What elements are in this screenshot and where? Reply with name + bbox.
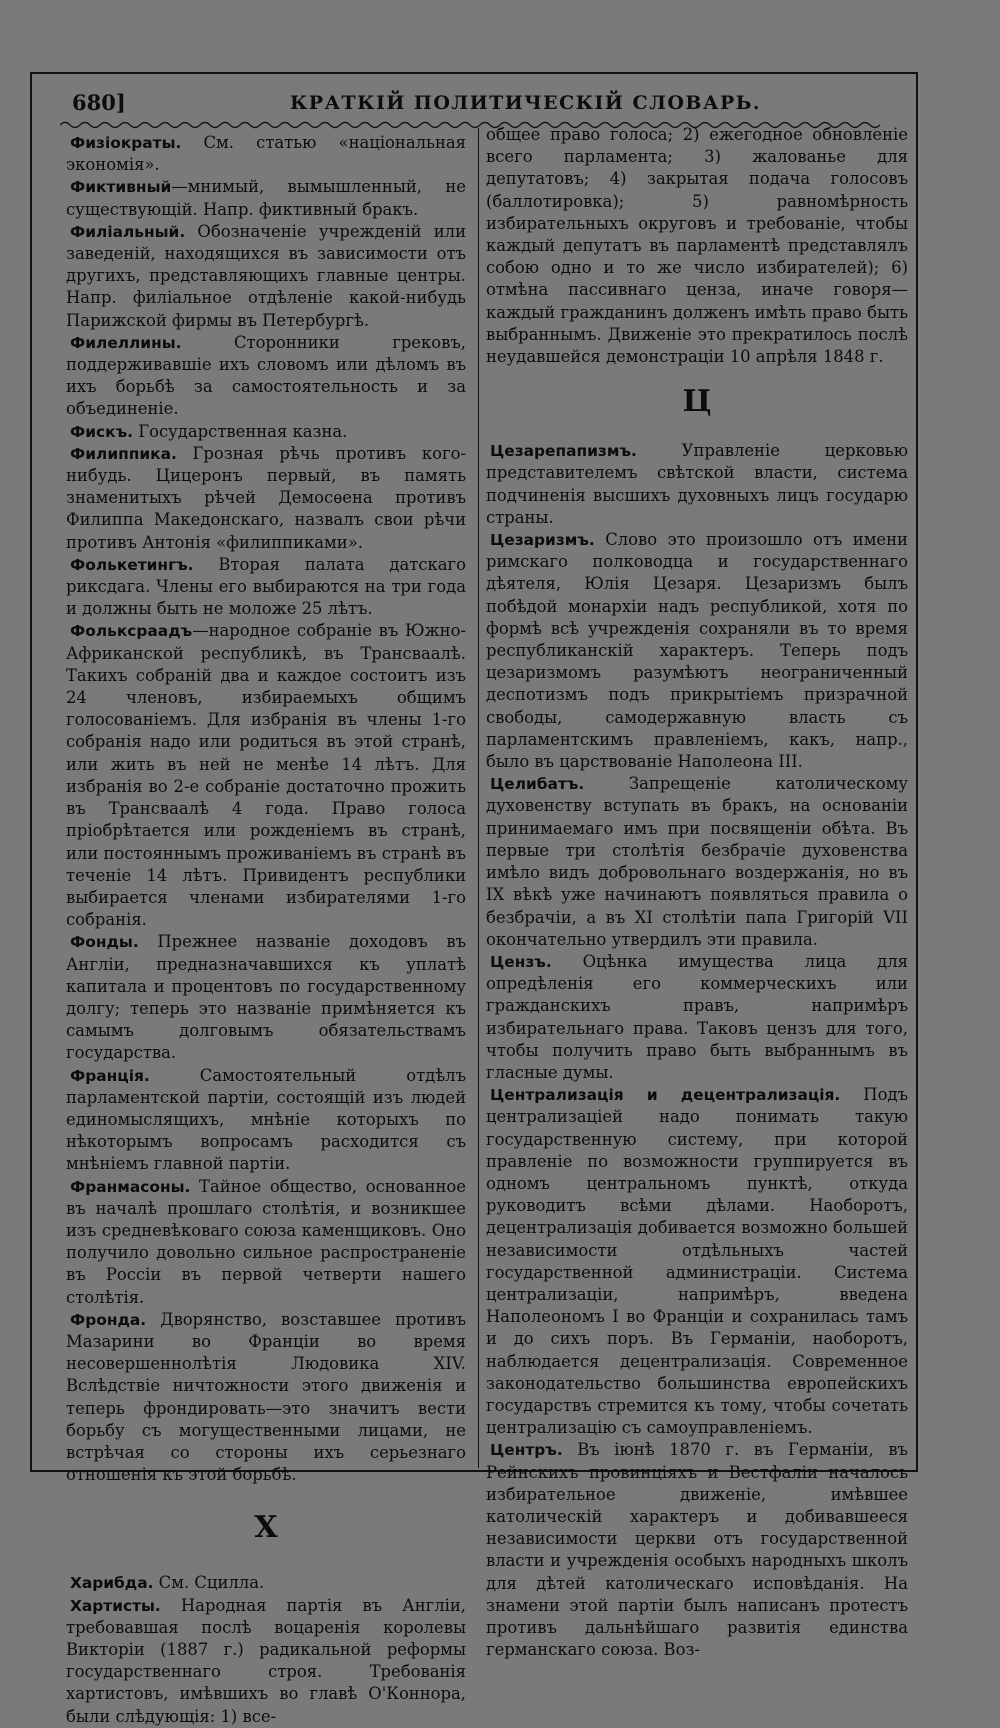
entry-definition: Вторая палата датскаго риксдага. Члены его выбираются на три года и должны быть не моложе 25 лѣтъ. <box>66 554 466 619</box>
entry-term: Фиктивный <box>70 178 172 197</box>
entry-term: Центръ. <box>490 1441 563 1460</box>
entry-definition: —народное собраніе въ Южно-Африканской республикѣ, въ Трансваалѣ. Такихъ собраній два и каждое состоитъ изъ 24 членовъ, избираемыхъ общимъ голосованіемъ. Для избранія въ члены 1-го собранія надо или родиться въ этой странѣ, или жить въ ней не менѣе 14 лѣтъ. Для избранія во 2-е собраніе достаточно прожить въ Трансваалѣ 4 года. Право голоса пріобрѣтается или рожденіемъ въ странѣ, или постояннымъ проживаніемъ въ странѣ въ теченіе 14 лѣтъ. Привидентъ республики выбирается членами избирателями 1-го собранія. <box>66 621 466 930</box>
entry-definition: Государственная казна. <box>133 421 348 441</box>
dictionary-entry <box>66 221 466 332</box>
dictionary-entry <box>66 132 466 176</box>
entry-term: Фискъ. <box>70 422 134 441</box>
entry-term: Целибатъ. <box>490 775 585 794</box>
entry-definition: Грозная рѣчь противъ кого-нибудь. Цицеронъ первый, въ память знаменитыхъ рѣчей Демосѳена противъ Филиппа Македонскаго, назвалъ свои рѣчи противъ Антонія «филиппиками». <box>66 443 466 552</box>
entry-term: Филіальный. <box>70 222 186 241</box>
entry-definition: Дворянство, возставшее противъ Мазарини во Франціи во время несовершеннолѣтія Людовика XIV. Вслѣдствіе ничтожности этого движенія и теперь фрондировать—это значитъ вести борьбу съ могущественными лицами, не встрѣчая со стороны ихъ серьезнаго отношенія къ этой борьбѣ. <box>66 1309 466 1485</box>
entry-term: Франмасоны. <box>70 1177 191 1196</box>
entry-definition: Подъ централизаціей надо понимать такую государственную систему, при которой правленіе по возможности группируется въ одномъ центральномъ пунктѣ, откуда руководитъ всѣми дѣлами. Наоборотъ, децентрализація добивается возможно большей независимости отдѣльныхъ частей государственной администраціи. Система централизаціи, напримѣръ, введена Наполеономъ I во Франціи и сохранилась тамъ и до сихъ поръ. Въ Германіи, наоборотъ, наблюдается децентрализація. Современное законодательство большинства европейскихъ государствъ стремится къ тому, чтобы сочетать централизацію съ самоуправленіемъ. <box>486 1085 908 1438</box>
dictionary-entry <box>66 1176 466 1309</box>
entry-definition: Слово это произошло отъ имени римскаго полководца и государственнаго дѣятеля, Юлія Цезаря. Цезаризмъ былъ побѣдой монархіи надъ республикой, хотя по формѣ всѣ учрежденія сохраняли въ то время республиканскій характеръ. Теперь подъ цезаризмомъ разумѣютъ неограниченный деспотизмъ подъ прикрытіемъ призрачной свободы, самодержавную власть съ парламентскимъ правленіемъ, какъ, напр., было въ царствованіе Наполеона III. <box>486 530 908 772</box>
entry-definition: Оцѣнка имущества лица для опредѣленія его коммерческихъ или гражданскихъ правъ, напримѣръ избирательнаго права. Таковъ цензъ для того, чтобы получить право быть выбраннымъ въ гласные думы. <box>486 951 908 1082</box>
entry-definition: Тайное общество, основанное въ началѣ прошлаго столѣтія, и возникшее изъ средневѣковаго союза каменщиковъ. Оно получило довольно сильное распространеніе въ Россіи въ первой четверти нашего столѣтія. <box>66 1176 466 1307</box>
entry-term: Филиппика. <box>70 444 177 463</box>
entry-term: Фолькетингъ. <box>70 555 194 574</box>
entry-term: Хартисты. <box>70 1596 161 1615</box>
dictionary-entry <box>486 1439 908 1661</box>
entry-term: Физіократы. <box>70 134 182 152</box>
dictionary-entry <box>66 421 466 443</box>
entry-definition: Самостоятельный отдѣлъ парламентской партіи, состоящій изъ людей единомыслящихъ, мнѣніе которыхъ по нѣкоторымъ вопросамъ расходится съ мнѣніемъ главной партіи. <box>66 1065 466 1174</box>
entry-definition: Управленіе церковью представителемъ свѣтской власти, система подчиненія высшихъ духовныхъ лицъ государю страны. <box>486 441 908 527</box>
left-column <box>66 132 466 1728</box>
section-letter-tse: Ц <box>682 384 712 420</box>
dictionary-entry <box>66 1309 466 1487</box>
dictionary-entry <box>66 620 466 931</box>
entry-term: Фольксраадъ <box>70 622 193 641</box>
dictionary-entry <box>486 1084 908 1439</box>
continued-text: общее право голоса; 2) ежегодное обновленіе всего парламента; 3) жалованье для депутатовъ; 4) закрытая подача голосовъ (баллотировка); 5) равномѣрность избирательныхъ округовъ и требованіе, чтобы каждый депутатъ въ парламентѣ представлялъ собою одно и то же число избирателей); 6) отмѣна пассивнаго ценза, иначе говоря—каждый гражданинъ долженъ имѣть право быть выбраннымъ. Движеніе это прекратилось послѣ неудавшейся демонстраціи 10 апрѣля 1848 г. <box>486 125 908 367</box>
dictionary-entry <box>66 443 466 554</box>
entry-definition: Обозначеніе учрежденій или заведеній, находящихся въ зависимости отъ другихъ, представляющихъ главные центры. Напр. филіальное отдѣленіе какой-нибудь Парижской фирмы въ Петербургѣ. <box>66 221 466 330</box>
dictionary-entry <box>66 1595 466 1728</box>
entry-definition: Запрещеніе католическому духовенству вступать въ бракъ, на основаніи принимаемаго имъ при посвященіи обѣта. Въ первые три столѣтія безбрачіе духовенства имѣло видъ добровольнаго воздержанія, но въ IX вѣкѣ уже начинаютъ появляться правила о безбрачіи, а въ XI столѣтіи папа Григорій VII окончательно утвердилъ эти правила. <box>486 774 908 949</box>
dictionary-entry <box>486 440 908 529</box>
entry-definition: См. Сцилла. <box>153 1573 265 1593</box>
entry-definition: Народная партія въ Англіи, требовавшая послѣ воцаренія королевы Викторіи (1887 г.) радикальной реформы государственнаго строя. Требованія хартистовъ, имѣвшихъ во главѣ О'Коннора, были слѣдующія: 1) все- <box>66 1595 466 1726</box>
dictionary-entry <box>66 931 466 1064</box>
dictionary-entry <box>66 332 466 421</box>
right-column <box>486 124 908 1661</box>
entry-term: Харибда. <box>70 1574 154 1593</box>
section-letter-kha: Х <box>254 1510 278 1546</box>
column-divider <box>478 128 479 1468</box>
entry-term: Централизація и децентрализація. <box>490 1086 841 1105</box>
dictionary-entry <box>66 554 466 621</box>
entry-term: Фонды. <box>70 933 139 952</box>
dictionary-entry <box>486 951 908 1084</box>
entry-term: Цензъ. <box>490 952 552 971</box>
entry-definition: Въ іюнѣ 1870 г. въ Германіи, въ Рейнскихъ провинціяхъ и Вестфаліи началось избирательное движеніе, имѣвшее католическій характеръ и добивавшееся независимости церкви отъ государственной власти и учрежденія особыхъ народныхъ школъ для дѣтей католическаго исповѣданія. На знамени этой партіи былъ написанъ протестъ противъ дальнѣйшаго развитія единства германскаго союза. Воз- <box>486 1440 908 1660</box>
entry-definition: См. статью «національная экономія». <box>66 133 466 175</box>
dictionary-entry <box>486 773 908 951</box>
entry-term: Франція. <box>70 1066 150 1085</box>
dictionary-entry <box>66 176 466 220</box>
entry-term: Цезарепапизмъ. <box>490 442 637 461</box>
dictionary-entry <box>66 1572 466 1594</box>
running-head: КРАТКІЙ ПОЛИТИЧЕСКІЙ СЛОВАРЬ. <box>290 92 762 114</box>
entry-term: Цезаризмъ. <box>490 531 595 550</box>
page-number: 680] <box>72 90 126 115</box>
entry-term: Филеллины. <box>70 333 182 352</box>
entry-definition: Сторонники грековъ, поддерживавшіе ихъ словомъ или дѣломъ въ ихъ борьбѣ за самостоятельность и за объединеніе. <box>66 332 466 419</box>
entry-definition: Прежнее названіе доходовъ въ Англіи, предназначавшихся къ уплатѣ капитала и процентовъ по государственному долгу; теперь это названіе примѣняется къ самымъ долговымъ обязательствамъ государства. <box>66 932 466 1063</box>
dictionary-entry <box>486 529 908 773</box>
entry-definition: —мнимый, вымышленный, не существующій. Напр. фиктивный бракъ. <box>66 177 466 219</box>
entry-term: Фронда. <box>70 1310 147 1329</box>
dictionary-entry <box>66 1065 466 1176</box>
